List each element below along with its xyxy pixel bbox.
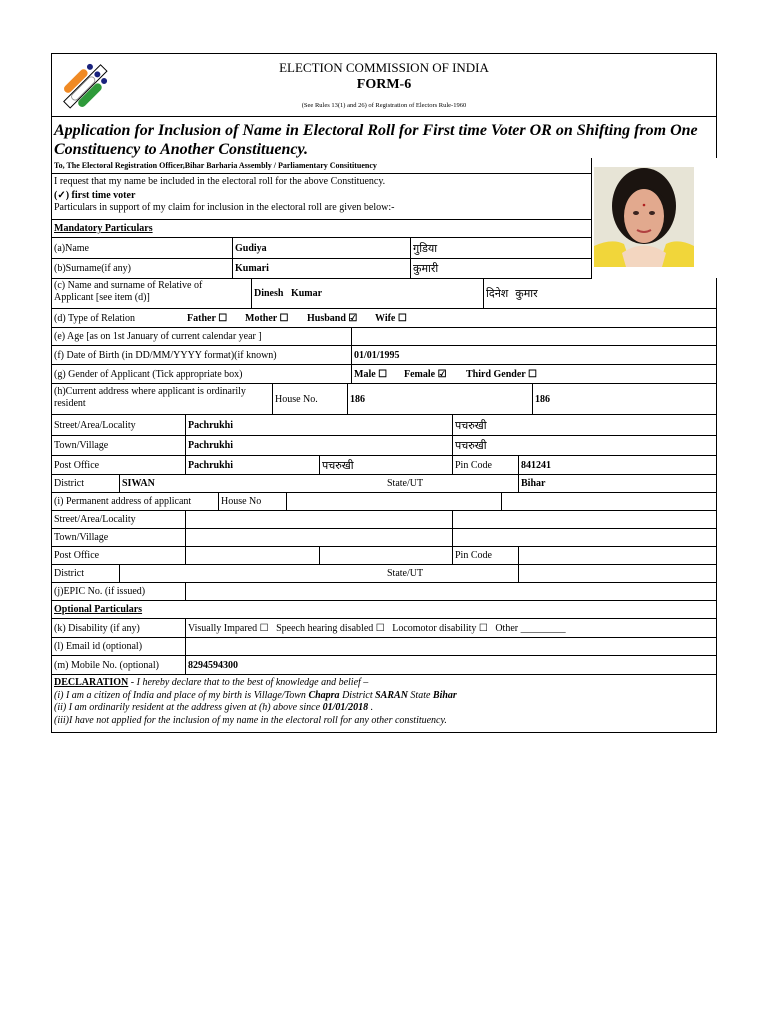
current-street-label: Street/Area/Locality (54, 419, 136, 431)
applicant-photo-image (592, 158, 716, 278)
permanent-po-value[interactable] (185, 547, 319, 564)
declaration-line1-b: District (339, 689, 376, 701)
current-street-value[interactable]: Pachrukhi (185, 415, 452, 435)
declaration-birth-village: Chapra (308, 689, 340, 701)
current-po-value[interactable]: Pachrukhi (185, 456, 319, 474)
declaration-line3: (iii)I have not applied for the inclusion of my name in the electoral roll for any other constituency. (54, 714, 447, 726)
mobile-label: (m) Mobile No. (optional) (54, 659, 159, 671)
dob-value[interactable]: 01/01/1995 (351, 346, 716, 364)
relative-label-1: (c) Name and surname of Relative of (54, 280, 203, 291)
current-address-label-1: (h)Current address where applicant is ordinarily (54, 386, 246, 397)
email-value[interactable] (185, 638, 716, 655)
first-time-voter-check: (✓) first time voter (54, 190, 136, 201)
permanent-state-value[interactable] (518, 565, 716, 582)
gender-female-checkbox[interactable]: Female ☑ (404, 368, 447, 380)
relation-options (185, 309, 716, 327)
request-line-3: Particulars in support of my claim for inclusion in the electoral roll are given below:- (54, 202, 395, 213)
mobile-value[interactable]: 8294594300 (185, 656, 716, 674)
permanent-po-value-hindi[interactable] (319, 547, 452, 564)
permanent-house-value[interactable] (286, 493, 501, 510)
permanent-street-value[interactable] (185, 511, 452, 528)
form-number: FORM-6 (356, 77, 412, 92)
current-town-value[interactable]: Pachrukhi (185, 436, 452, 455)
permanent-street-value-hindi[interactable] (452, 511, 716, 528)
current-state-value[interactable]: Bihar (518, 475, 716, 492)
permanent-state-label: State/UT (387, 568, 424, 579)
permanent-district-value[interactable] (119, 565, 385, 582)
declaration-line2-b: . (368, 702, 374, 713)
disability-options[interactable]: Visually Impared ☐ Speech hearing disabled ☐ Locomotor disability ☐ Other _________ (185, 619, 716, 637)
relation-father-checkbox[interactable]: Father ☐ (187, 312, 228, 324)
relation-label: (d) Type of Relation (54, 312, 136, 324)
name-value-hindi[interactable]: गुडिया (410, 238, 592, 258)
permanent-po-label: Post Office (54, 550, 100, 561)
declaration-resident-since: 01/01/2018 (322, 702, 369, 713)
current-state-label: State/UT (387, 478, 424, 489)
epic-value[interactable] (185, 583, 716, 600)
declaration-birth-district: SARAN (375, 689, 408, 701)
org-name: ELECTION COMMISSION OF INDIA (279, 60, 489, 75)
current-address-label-2: resident (54, 398, 86, 409)
applicant-photo (591, 158, 717, 279)
age-value[interactable] (351, 328, 716, 345)
permanent-town-label: Town/Village (54, 532, 109, 543)
declaration-birth-state: Bihar (432, 689, 457, 701)
permanent-pin-label: Pin Code (452, 547, 518, 564)
permanent-district-label: District (54, 568, 84, 579)
permanent-house-label: House No (218, 493, 286, 510)
relation-wife-checkbox[interactable]: Wife ☐ (375, 312, 407, 324)
current-po-value-hindi[interactable]: पचरुखी (319, 456, 452, 474)
dob-label: (f) Date of Birth (in DD/MM/YYYY format)(if known) (54, 349, 277, 361)
disability-label: (k) Disability (if any) (54, 622, 140, 634)
age-label: (e) Age [as on 1st January of current calendar year ] (54, 331, 262, 342)
current-house-value-hindi[interactable]: 186 (532, 384, 716, 414)
current-house-label: House No. (272, 384, 347, 414)
declaration-line1-a: (i) I am a citizen of India and place of my birth is Village/Town (54, 689, 309, 701)
current-pin-value[interactable]: 841241 (518, 456, 716, 474)
form-header (51, 53, 717, 116)
relation-husband-checkbox[interactable]: Husband ☑ (307, 312, 358, 324)
relative-value[interactable]: Dinesh Kumar (251, 278, 483, 308)
name-value[interactable]: Gudiya (232, 238, 410, 258)
current-po-label: Post Office (54, 459, 100, 471)
permanent-street-label: Street/Area/Locality (54, 514, 136, 525)
relative-label-2: Applicant [see item (d)] (54, 292, 150, 303)
permanent-town-value[interactable] (185, 529, 452, 546)
current-town-label: Town/Village (54, 440, 109, 451)
current-pin-label: Pin Code (452, 456, 518, 474)
current-town-value-hindi[interactable]: पचरुखी (452, 436, 716, 455)
declaration-intro: - I hereby declare that to the best of knowledge and belief – (128, 677, 369, 688)
surname-label: (b)Surname(if any) (54, 263, 131, 274)
current-street-value-hindi[interactable]: पचरुखी (452, 415, 716, 435)
to-line: To, The Electoral Registration Officer,Bihar Barharia Assembly / Parliamentary Consitituency (54, 161, 377, 170)
permanent-address-label: (i) Permanent address of applicant (54, 496, 192, 507)
gender-third-checkbox[interactable]: Third Gender ☐ (466, 368, 538, 380)
declaration-block (51, 675, 717, 733)
email-label: (l) Email id (optional) (54, 641, 143, 652)
current-district-label: District (54, 478, 84, 489)
surname-value[interactable]: Kumari (232, 259, 410, 278)
request-line-1: I request that my name be included in the electoral roll for the above Constituency. (54, 176, 386, 187)
mandatory-heading: Mandatory Particulars (54, 223, 153, 234)
declaration-line1-c: State (407, 689, 433, 701)
gender-options (351, 365, 716, 383)
current-district-value[interactable]: SIWAN (119, 475, 385, 492)
epic-label: (j)EPIC No. (if issued) (54, 586, 146, 597)
relation-mother-checkbox[interactable]: Mother ☐ (245, 312, 289, 324)
gender-label: (g) Gender of Applicant (Tick appropriate box) (54, 368, 243, 380)
declaration-line2-a: (ii) I am ordinarily resident at the address given at (h) above since (54, 702, 323, 713)
permanent-house-value-hindi[interactable] (501, 493, 716, 510)
current-house-value[interactable]: 186 (347, 384, 532, 414)
surname-value-hindi[interactable]: कुमारी (410, 259, 592, 278)
gender-male-checkbox[interactable]: Male ☐ (354, 368, 388, 380)
form-page (51, 53, 717, 733)
permanent-pin-value[interactable] (518, 547, 716, 564)
form-title: Application for Inclusion of Name in Electoral Roll for First time Voter OR on Shifting from One Constituency to Another Constituency. (51, 116, 717, 158)
declaration-heading: DECLARATION (54, 677, 129, 688)
name-label: (a)Name (54, 242, 89, 254)
rules-reference: (See Rules 13(1) and 26) of Registration of Electors Rule-1960 (301, 102, 467, 109)
permanent-town-value-hindi[interactable] (452, 529, 716, 546)
optional-heading: Optional Particulars (54, 604, 143, 615)
relative-value-hindi[interactable]: दिनेश कुमार (483, 278, 716, 308)
